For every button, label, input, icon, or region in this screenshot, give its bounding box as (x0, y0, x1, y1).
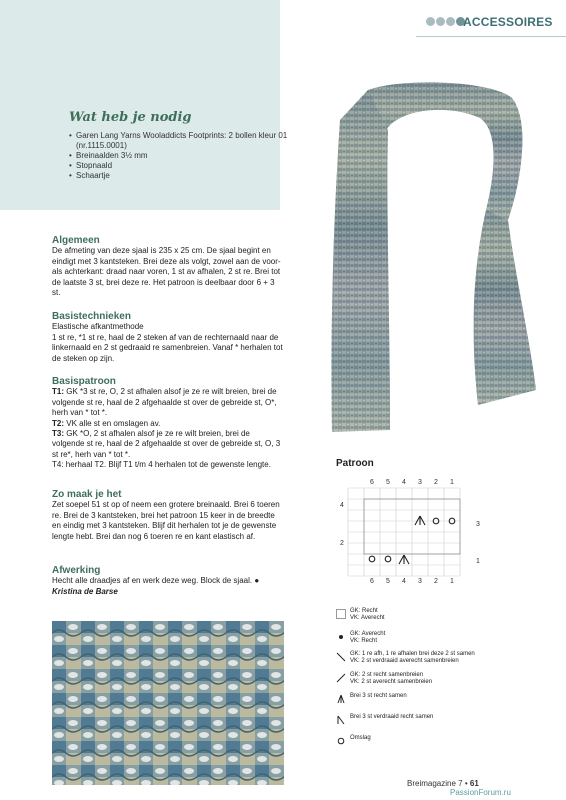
row-label: T1: (52, 387, 64, 397)
watermark: PassionForum.ru (450, 788, 511, 797)
basispatroon-t1 (52, 387, 284, 418)
legend-line: VK: Recht (350, 638, 378, 644)
row-label: T3: (52, 429, 64, 439)
chart-col-number: 6 (370, 479, 374, 486)
magazine-name: Breimagazine 7 (407, 779, 463, 788)
dot-icon (336, 632, 346, 642)
omslag-icon (336, 736, 346, 746)
section-algemeen (52, 236, 284, 298)
basispatroon-t3-text: GK *O, 2 st afhalen alsof je ze re wilt breien, brei de volgende st re, haal de 2 afgehaalde st over de gebreide st, O, 3 st re*, herh van * tot *. (52, 429, 281, 459)
chart-col-number: 5 (386, 578, 390, 584)
chart-col-number: 2 (434, 479, 438, 486)
legend-line: VK: 2 st averecht samenbreien (350, 679, 433, 685)
basispatroon-t4: T4: herhaal T2. Blijf T1 t/m 4 herhalen tot de gewenste lengte. (52, 460, 271, 470)
chart-row-number: 4 (340, 502, 344, 509)
legend-line: Brei 3 st verdraaid recht samen (350, 714, 434, 720)
chart-col-number: 5 (386, 479, 390, 486)
zo-maak-heading: Zo maak je het (52, 489, 122, 500)
brei3-symbol (399, 555, 409, 564)
basistechnieken-heading: Basistechnieken (52, 311, 131, 322)
basistechnieken-line1: Elastische afkantmethode (52, 322, 144, 332)
chart-col-number: 4 (402, 479, 406, 486)
lace-closeup-photo (52, 621, 284, 785)
algemeen-text: De afmeting van deze sjaal is 235 x 25 cm. De sjaal begint en eindigt met 3 kantsteken. Brei deze als volgt, zowel aan de voor- als achterkant: draad naar voren, 1 st av afhalen, 2 st re. Brei tot de laatste 3 st, brei deze re. Het patroon is deelbaar door 6 + 3 st. (52, 246, 281, 298)
legend-line: Brei 3 st recht samen (350, 693, 407, 699)
legend-line: GK: 2 st recht samenbreien (350, 672, 424, 678)
knitting-chart (320, 472, 500, 584)
chart-row-number: 3 (476, 521, 480, 528)
chart-title: Patroon (336, 458, 374, 469)
page-footer (407, 779, 479, 788)
needs-title: Wat heb je nodig (69, 110, 192, 125)
needs-item: • Schaartje (69, 171, 289, 181)
chart-col-number: 2 (434, 578, 438, 584)
afwerking-body: Hecht alle draadjes af en werk deze weg. Block de sjaal. (52, 576, 253, 586)
legend-line: VK: 2 st verdraaid averecht samenbreien (350, 658, 459, 664)
section-label: ACCESSOIRES (463, 15, 553, 29)
empty-box-icon (336, 609, 346, 619)
legend-line: Omslag (350, 735, 371, 741)
brei3-icon (336, 694, 346, 704)
legend-line: GK: Recht (350, 608, 378, 614)
omslag-symbol (369, 556, 375, 562)
basispatroon-t1-text: GK *3 st re, O, 2 st afhalen alsof je ze re wilt breien, brei de volgende st re, haal de 2 afgehaalde st over de gebreide st, O*, herh van * tot *. (52, 387, 277, 418)
needs-item: • Garen Lang Yarns Wooladdicts Footprints: 2 bollen kleur 01 (nr.1115.0001) (69, 131, 289, 151)
chart-col-number: 3 (418, 578, 422, 584)
end-mark: ● (254, 576, 260, 586)
section-zo-maak (52, 490, 284, 542)
basispatroon-heading: Basispatroon (52, 376, 116, 387)
scarf-photo (290, 60, 560, 440)
omslag-symbol (385, 556, 391, 562)
chart-col-number: 1 (450, 479, 454, 486)
chart-row-number: 2 (340, 540, 344, 547)
backslash-icon (336, 652, 346, 662)
section-dots (426, 17, 465, 27)
slash-icon (336, 673, 346, 683)
section-afwerking (52, 566, 284, 597)
brei3-symbol (415, 516, 425, 525)
chart-col-number: 3 (418, 479, 422, 486)
section-dot (426, 17, 435, 26)
author: Kristina de Barse (52, 586, 118, 596)
header-rule (416, 36, 566, 37)
basispatroon-t2 (52, 419, 284, 429)
afwerking-heading: Afwerking (52, 565, 101, 576)
zo-maak-text: Zet soepel 51 st op of neem een grotere breinaald. Brei 6 toeren re. Brei de 3 kantsteken, brei het patroon 15 keer in de breedte en eindig met 3 kantsteken. Blijf dit herhalen tot je de gewenste lengte hebt. Brei dan nog 6 toeren re en kant elastisch af. (52, 500, 280, 541)
chart-col-number: 1 (450, 578, 454, 584)
basispatroon-t3 (52, 429, 284, 460)
legend-line: VK: Averecht (350, 615, 385, 621)
needs-item: • Stopnaald (69, 161, 289, 171)
needs-list (69, 131, 289, 181)
section-basistechnieken (52, 312, 284, 364)
section-dot (436, 17, 445, 26)
needs-item: • Breinaalden 3½ mm (69, 151, 289, 161)
section-dot (446, 17, 455, 26)
basispatroon-t2-text: VK alle st en omslagen av. (66, 418, 161, 428)
chart-col-number: 6 (370, 578, 374, 584)
afwerking-text (52, 576, 284, 586)
algemeen-heading: Algemeen (52, 235, 100, 246)
chart-row-number: 1 (476, 558, 480, 565)
chart-col-number: 4 (402, 578, 406, 584)
row-label: T2: (52, 418, 64, 428)
section-basispatroon (52, 377, 284, 471)
basistechnieken-line2: 1 st re, *1 st re, haal de 2 steken af van de rechternaald naar de linkernaald en 2 st gedraaid re samenbreien. Vanaf * herhalen tot de steken op zijn. (52, 332, 283, 363)
brei3-twisted-icon (336, 715, 346, 725)
legend-line: GK: 1 re afh, 1 re afhalen brei deze 2 st samen (350, 651, 475, 657)
page-number: 61 (469, 779, 479, 788)
footer-bullet: • (464, 779, 468, 788)
legend-line: GK: Averecht (350, 631, 386, 637)
